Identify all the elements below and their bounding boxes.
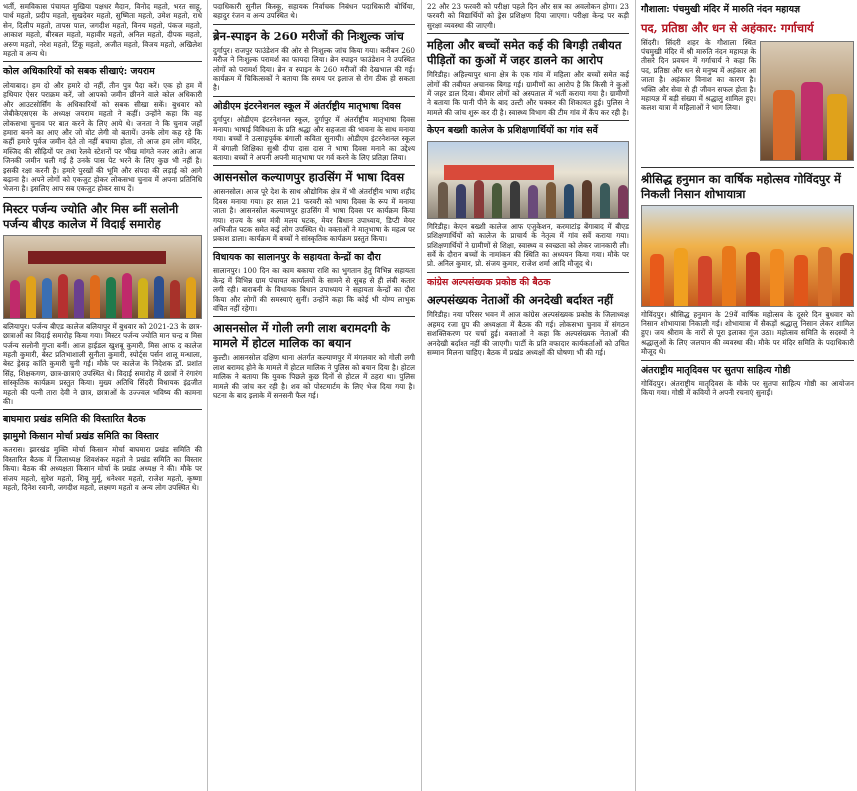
village-survey-photo <box>427 141 629 219</box>
person-figure <box>122 273 132 318</box>
headline-baghmara: बाघमारा प्रखंड समिति की विस्तारित बैठक <box>3 414 146 426</box>
person-figure <box>528 185 538 218</box>
column-separator <box>421 0 422 791</box>
flag-bearer <box>698 256 712 306</box>
flag-bearer <box>650 254 664 306</box>
person-figure <box>510 181 520 218</box>
article-well-poison: गिरिडीह। अहिल्यापुर थाना क्षेत्र के एक गांव में महिला और बच्चों समेत कई लोगों की तबीयत अचानक बिगड़ गई। ग्रामीणों का आरोप है कि किसी ने कुओं में जहर डाल दिया। बीमार लोगों को अस्पताल में भर्ती कराया गया है। ग्रामीणों ने बताया कि पानी पीने के बाद उल्टी और चक्कर की शिकायत हुई। पुलिस ने मामले की जांच शुरू कर दी है। स्वास्थ्य विभाग की टीम गांव में कैंप कर रही है। <box>427 70 629 117</box>
person-figure <box>827 94 847 160</box>
person-figure <box>154 276 164 318</box>
headline-well-poison: महिला और बच्चों समेत कई की बिगड़ी तबीयत पीड़ितों का कुओं में जहर डालने का आरोप <box>427 38 622 68</box>
farewell-photo <box>3 235 202 319</box>
article-salanpur-mla: सालानपुर। 100 दिन का काम बकाया राशि का भुगतान हेतु विभिन्न सहायता केन्द्र में विभिन्न ग्राम पंचायत कार्यालयों के सामने से सुबह से ही लंबी कतार लगी रही। बाराबनी के विधायक बिधान उपाध्याय ने सहायता केन्द्रों का दौरा किया और लोगों की समस्याएं सुनीं। उन्होंने कहा कि कोई भी योग्य लाभुक वंचित नहीं रहेगा। <box>213 266 415 313</box>
headline-salanpur-mla: विधायक का सालानपुर के सहायता केन्द्रों का दौरा <box>213 251 381 263</box>
headline-jmm-kisan: झामुमो किसान मोर्चा प्रखंड समिति का विस्तार <box>3 430 159 442</box>
person-figure <box>10 280 20 318</box>
person-figure <box>106 277 116 318</box>
divider <box>213 96 415 97</box>
photo-banner <box>28 251 166 264</box>
headline-asansol-language: आसनसोल कल्याणपुर हाउसिंग में भाषा दिवस <box>213 170 405 185</box>
divider <box>213 247 415 248</box>
article-brain-spine: दुर्गापुर। राजपुर फाउंडेशन की ओर से निःशुल्क जांच किया गया। करीबन 260 मरीज ने निःशुल्क परामर्श का फायदा लिया। ब्रेन स्पाइन फाउंडेशन ने उपस्थित लोगों को परामर्श दिया। ब्रेन व स्पाइन के 260 मरीजों की देखभाल की गई। कार्यक्रम में चिकित्सकों ने बताया कि समय पर इलाज से रोग ठीक हो सकता है। <box>213 45 415 93</box>
article-gargacharya: सिंदरी। सिंदरी शहर के गौशाला स्थित पंचमुखी मंदिर में श्री मारुति नंदन महायज्ञ के तीसरे दिन प्रवचन में गर्गाचार्य ने कहा कि पद, प्रतिष्ठा और धन से मनुष्य में अहंकार आ जाता है। अहंकार विनाश का कारण है। भक्ति और सेवा से ही जीवन सफल होता है। महायज्ञ में बड़ी संख्या में श्रद्धालु शामिल हुए। कलश यात्रा में महिलाओं ने भाग लिया। <box>641 37 756 113</box>
article-asansol-hotel: कुल्टी। आसनसोल दक्षिण थाना अंतर्गत कल्याणपुर में मंगलवार को गोली लगी लाश बरामद होने के मामले में होटल मालिक ने पुलिस को बयान दिया है। होटल मालिक ने बताया कि युवक पिछले कुछ दिनों से होटल में ठहरा था। पुलिस मामले की जांच कर रही है। शव को पोस्टमार्टम के लिए भेज दिया गया है। घटना के बाद इलाके में सनसनी फैल गई। <box>213 353 415 400</box>
person-figure <box>492 183 502 218</box>
col2-top-text: पदाधिकारी सुनील किस्कू, सहायक निर्वाचक निबंधन पदाधिकारी बोर्धिया, बहादुर रंजन व अन्य उपस्थित थे। <box>213 2 415 21</box>
headline-minority-leaders: अल्पसंख्यक नेताओं की अनदेखी बर्दाश्त नहीं <box>427 293 613 308</box>
divider <box>213 316 415 317</box>
divider <box>213 165 415 166</box>
person-figure <box>456 184 466 218</box>
divider <box>427 120 629 121</box>
flag-bearer <box>818 247 832 306</box>
yagya-photo <box>760 41 854 161</box>
person-figure <box>74 279 84 318</box>
flag-bearer <box>770 249 784 306</box>
person-figure <box>138 278 148 318</box>
divider <box>213 24 415 25</box>
person-figure <box>186 277 196 318</box>
article-asansol-language: आसनसोल। आज पूरे देश के साथ औद्योगिक क्षेत्र में भी अंतर्राष्ट्रीय भाषा शहीद दिवस मनाया गया। हर साल 21 फरवरी को भाषा दिवस के रूप में मनाया जाता है। आसनसोल कल्याणपुर हाउसिंग में भाषा दिवस पर कार्यक्रम किया गया। राज्य के श्रम मंत्री मलय घटक, मेयर बिधान उपाध्याय, डिप्टी मेयर अभिजीत घटक समेत कई लोग उपस्थित थे। वक्ताओं ने मातृभाषा के महत्व पर प्रकाश डाला। कार्यक्रम में बच्चों ने सांस्कृतिक कार्यक्रम प्रस्तुत किया। <box>213 187 415 244</box>
article-jairam: लोयाबाद। हम दो और हमारे दो नहीं, तीन पुत्र पैदा करें। एक हो हम में हथियार ऐसर पराक्रम करें, जो आपको जमीन छीनने वाले कोल अधिकारी और आउटसोर्सिंग के अधिकारियों को सबक सीखा सकें। बुधवार को जेबीकेएसएस के अध्यक्ष जयराम महतो ने कहीं। उन्होंने कहा कि वह लोकसभा चुनाव पर बात करने के लिए आये थे। जनता ने कि चुनाव जहाँ हमारा बनने का आए और जो वोट लेगी वो बतायें। उनके लोग कह रहे कि कहीं हमारे पूर्वज जमीन देते तो नहीं बचाया होता, तो आज हम लोग मंदिर, मस्जिद की सीढ़ियों पर तथा रेलवे स्टेशनों पर भीख मांगते नजर आते। आज जिनकी जमीन चली गई है उनके पास पेट भरने के लिए कुछ भी नहीं है। इसकी रक्षा करनी है। हमारे पुरखों की भूमि और संपदा की लड़ाई को आगे बढ़ाना है। अपने लोगों को एकजुट होकर लोकसभा चुनाव में अपना प्रतिनिधि भेजना है। इसलिए आप सब एकजुट होकर साथ दें। <box>3 80 202 194</box>
headline-jairam: कोल अधिकारियों को सबक सीखाएं: जयराम <box>3 66 155 78</box>
headline-brain-spine: ब्रेन-स्पाइन के 260 मरीजों की निःशुल्क जांच <box>213 28 404 43</box>
article-farewell: बलियापुर। पर्जन्य बीएड कालेज बलियापुर में बुधवार को 2021-23 के छात्र-छात्राओं का विदाई समारोह किया गया। मिस्टर पर्जन्य ज्योति मान चन्द्र व मिस पर्जन्य सलोनी गुप्ता बनीं। आज हाईडल खुशबू कुमारी, मिस आफ द कालेज महती कुमारी, बेस्ट प्रतिभाशाली सुनीता कुमारी, स्पोर्ट्स पर्सन शालू मन्धाला, बेस्ट ड्रेसड़ कांति कुमारी चुनी गई। मौके पर कालेज के निदेशक डॉ. प्रशांत सिंह, शिक्षकगण, छात्र-छात्राएं उपस्थित थे। विदाई समारोह में छात्रों ने रंगारंग सांस्कृतिक कार्यक्रम प्रस्तुत किया। मुख्य अतिथि सिंदरी विधायक इंद्रजीत महतो की पत्नी तारा देवी ने छात्र, छात्राओं के उज्ज्वल भविष्य की कामना की। <box>3 321 202 407</box>
divider <box>3 409 202 410</box>
column-separator <box>207 0 208 791</box>
person-figure <box>618 185 628 218</box>
column-3 <box>424 0 632 791</box>
divider <box>641 360 854 361</box>
column-1 <box>0 0 205 791</box>
article-jmm-kisan: कतरास। झारखंड मुक्ति मोर्चा किसान मोर्चा बाघमारा प्रखंड समिति की विस्तारित बैठक में जिलाध्यक्ष शिवशंकर महतो ने प्रखंड समिति का विस्तार किया। बैठक की अध्यक्षता किसान मोर्चा के प्रखंड अध्यक्ष ने की। मौके पर संजय महतो, सुरेश महतो, शिबू मुर्मू, धनेश्वर महतो, राजेश महतो, कृष्णा महतो, दिनेश रवानी, जगदीश महतो, लक्ष्मण महतो व अन्य लोग उपस्थित थे। <box>3 445 202 493</box>
article-sutapa-goshthi: गोविंदपुर। अंतराष्ट्रीय मातृदिवस के मौके पर सुतपा साहित्य गोष्ठी का आयोजन किया गया। गोष्ठी में कवियों ने अपनी रचनाएं सुनाईं। <box>641 379 854 398</box>
flag-bearer <box>840 253 854 306</box>
col3-top-text: 22 और 23 फरवरी को परीक्षा पहले दिन और सत्र का अवलोकन होगा। 23 फरवरी को विद्यार्थियों को ड्रेस प्रशिक्षण दिया जाएगा। परीक्षा केन्द्र पर कड़ी सुरक्षा व्यवस्था की जाएगी। <box>427 2 629 30</box>
flag-bearer <box>794 255 808 306</box>
flag-bearer <box>746 252 760 306</box>
article-odm-school: दुर्गापुर। ओडीएम इंटरनेशनल स्कूल, दुर्गापुर में अंतर्राष्ट्रीय मातृभाषा दिवस मनाया। भाषाई विविधता के प्रति श्रद्धा और सहजता की भावना के साथ मनाया गया। बच्चों ने उत्साहपूर्वक बंगाली कविता सुनायी। ओडीएम इंटरनेशनल स्कूल में बंगाली शिक्षिका सुश्री दीपा दास दास ने भाषा दिवस मनाने का उद्देश्य बताया। बच्चों ने अपनी अपनी मातृभाषा पर गर्व करने के लिए प्रतिज्ञा लिया। <box>213 115 415 162</box>
person-figure <box>26 276 36 318</box>
person-figure <box>773 90 795 160</box>
headline-kn-bakshi: केएन बख्शी कालेज के प्रशिक्षणार्थियों का गांव सर्वे <box>427 125 598 137</box>
photo-banner <box>444 165 554 180</box>
person-figure <box>42 278 52 318</box>
article-minority-leaders: गिरिडीह। नया परिसर भवन में आज कांग्रेस अल्पसंख्यक प्रकोष्ठ के जिलाध्यक्ष अहमद रजा ग्रुप की अध्यक्षता में बैठक की गई। लोकसभा चुनाव में संगठन सशक्तिकरण पर चर्चा हुई। वक्ताओं ने कहा कि अल्पसंख्यक नेताओं की अनदेखी बर्दाश्त नहीं की जाएगी। पार्टी के प्रति वफादार कार्यकर्ताओं को उचित सम्मान मिलना चाहिए। बैठक में प्रखंड अध्यक्षों की घोषणा भी की गई। <box>427 310 629 357</box>
person-figure <box>600 183 610 218</box>
person-figure <box>58 274 68 318</box>
flag-bearer <box>674 248 688 306</box>
divider <box>427 272 629 273</box>
headline-gargacharya: पद, प्रतिष्ठा और धन से अहंकार: गर्गाचार्य <box>641 20 814 35</box>
person-figure <box>801 82 823 160</box>
flag-bearer <box>722 246 736 306</box>
procession-photo <box>641 205 854 307</box>
headline-asansol-hotel: आसनसोल में गोली लगी लाश बरामदगी के मामले में होटल मालिक का बयान <box>213 321 390 351</box>
column-4 <box>638 0 857 791</box>
person-figure <box>90 275 100 318</box>
person-figure <box>582 180 592 218</box>
divider <box>427 33 629 34</box>
article-kn-bakshi: गिरिडीह। केएन बख्शी कालेज आफ एजुकेशन, करमाटांड़ बेंगाबाद में बीएड प्रशिक्षणार्थियों को कालेज के प्राचार्य के नेतृत्व में गांव सर्वे कराया गया। प्रशिक्षणार्थियों ने ग्रामीणों से शिक्षा, स्वास्थ्य व स्वच्छता को लेकर जानकारी ली। सर्वे के दौरान बच्चों के नामांकन की स्थिति का अध्ययन किया गया। मौके पर प्रो. अनिल कुमार, प्रो. संजय कुमार, राजेश शर्मा आदि मौजूद थे। <box>427 221 629 269</box>
person-figure <box>546 182 556 218</box>
person-figure <box>564 184 574 218</box>
divider <box>3 61 202 62</box>
headline-congress-minority: कांग्रेस अल्पसंख्यक प्रकोष्ठ की बैठक <box>427 276 551 288</box>
headline-farewell: मिस्टर पर्जन्य ज्योति और मिस ब्नीं सलोनी पर्जन्य बीएड कालेज में विदाई समारोह <box>3 201 179 231</box>
divider <box>3 197 202 198</box>
col1-top-text: भर्ती, समविकास पंचायत मुखिया पक्षधर मैदान, विनोद महतो, भरत साहू, पार्थ महतो, प्रदीप महतो, सुखदेवर महतो, सुष्मिता महतो, उमेश महतो, राधे सेन, दिलीप महतो, तापस पाल, जगदीश महतो, विनय महतो, पंकज महतो, आकाश महतो, बीरबल महतो, महावीर महतो, अनिल महतो, दीपक महतो, अरुण महतो, नरेश महतो, टिंकू महतो, अजीत महतो, विजय महतो, अखिलेश महतो व अन्य थे। <box>3 2 202 59</box>
column-2 <box>210 0 418 791</box>
person-figure <box>438 182 448 218</box>
headline-sutapa-goshthi: अंतराष्ट्रीय मातृदिवस पर सुतपा साहित्य गोष्ठी <box>641 364 791 376</box>
headline-gaushala: गौशाला: पंचमुखी मंदिर में मारुति नंदन महायज्ञ <box>641 4 801 15</box>
divider <box>641 167 854 168</box>
person-figure <box>170 280 180 318</box>
headline-odm-school: ओडीएम इंटरनेशनल स्कूल में अंतर्राष्ट्रीय मातृभाषा दिवस <box>213 100 401 112</box>
article-hanuman-festival: गोविंदपुर। श्रीसिद्ध हनुमान के 29वें वार्षिक महोत्सव के दूसरे दिन बुधवार को निसान शोभायात्रा निकाली गई। शोभायात्रा में सैकड़ों श्रद्धालु निसान लेकर शामिल हुए। जय श्रीराम के नारों से पूरा इलाका गूंज उठा। महोत्सव समिति के सदस्यों ने श्रद्धालुओं के लिए जलपान की व्यवस्था की। मौके पर मंदिर समिति के पदाधिकारी मौजूद थे। <box>641 309 854 357</box>
person-figure <box>474 180 484 218</box>
headline-hanuman-festival: श्रीसिद्ध हनुमान का वार्षिक महोत्सव गोविंदपुर में निकली निसान शोभायात्रा <box>641 171 841 201</box>
column-separator <box>635 0 636 791</box>
